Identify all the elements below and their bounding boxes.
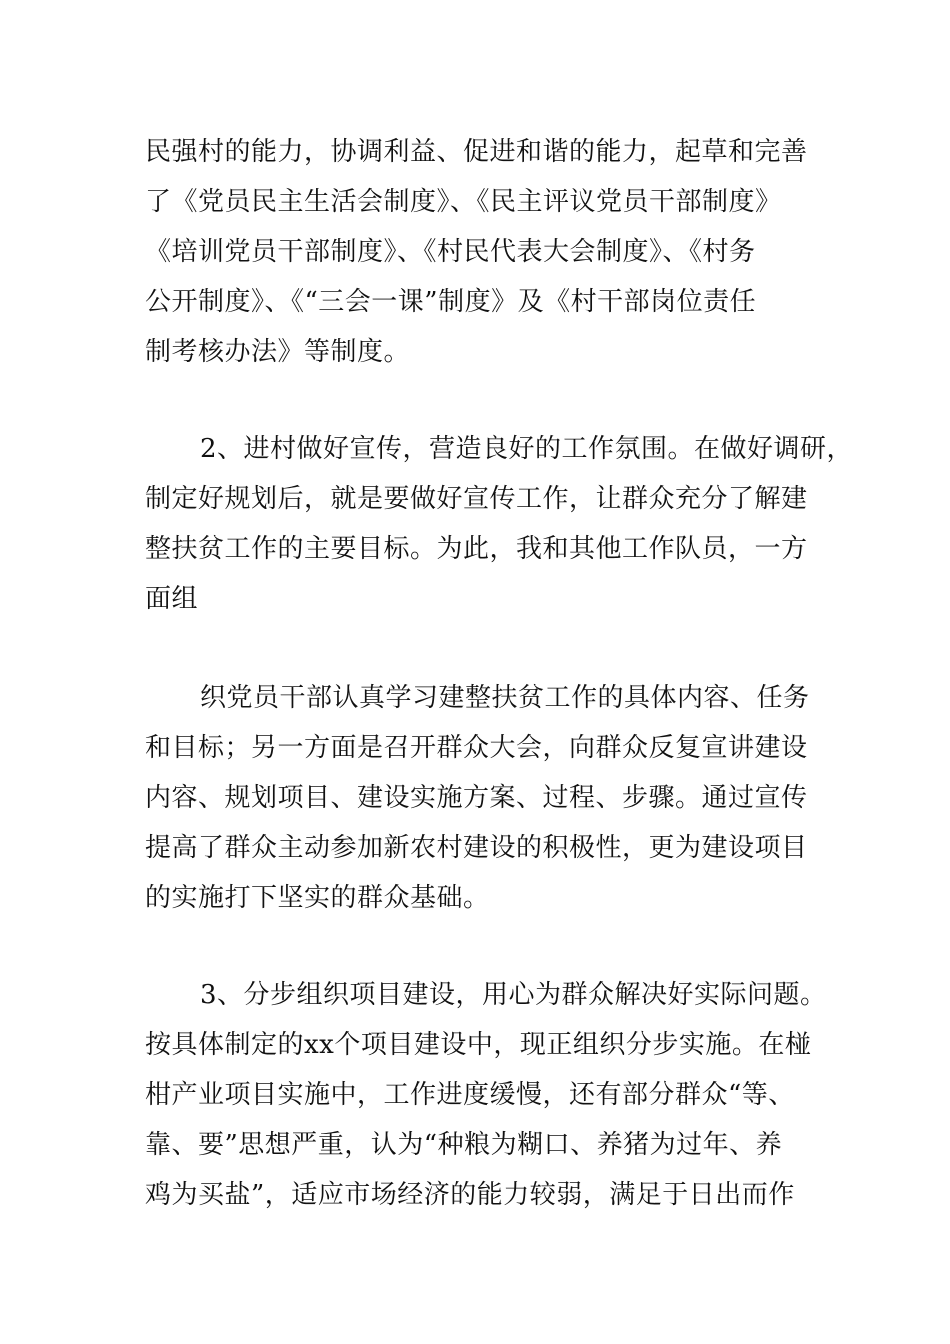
paragraph-4	[145, 970, 825, 1220]
text-line: 的实施打下坚实的群众基础。	[145, 883, 490, 913]
text-line: 公开制度》、《“三会一课”制度》及《村干部岗位责任	[145, 287, 757, 317]
text-line: 3、分步组织项目建设，用心为群众解决好实际问题。	[200, 980, 827, 1010]
paragraph-2	[145, 424, 854, 624]
text-line: 内容、规划项目、建设实施方案、过程、步骤。通过宣传	[145, 783, 808, 813]
text-line: 制定好规划后，就是要做好宣传工作，让群众充分了解建	[145, 484, 808, 514]
text-line: 2、进村做好宣传，营造良好的工作氛围。在做好调研，	[200, 434, 854, 464]
text-line: 整扶贫工作的主要目标。为此，我和其他工作队员，一方	[145, 534, 808, 564]
text-line: 《培训党员干部制度》、《村民代表大会制度》、《村务	[145, 237, 756, 267]
text-line: 制考核办法》等制度。	[145, 337, 411, 367]
text-line: 按具体制定的xx个项目建设中，现正组织分步实施。在椪	[145, 1030, 812, 1060]
text-line: 靠、要”思想严重，认为“种粮为糊口、养猪为过年、养	[145, 1130, 783, 1160]
text-line: 了《党员民主生活会制度》、《民主评议党员干部制度》	[145, 187, 782, 217]
text-line: 面组	[145, 584, 199, 614]
text-line: 鸡为买盐”，适应市场经济的能力较弱，满足于日出而作	[145, 1180, 795, 1210]
text-line: 民强村的能力，协调利益、促进和谐的能力，起草和完善	[145, 137, 808, 167]
text-line: 柑产业项目实施中，工作进度缓慢，还有部分群众“等、	[145, 1080, 795, 1110]
text-line: 织党员干部认真学习建整扶贫工作的具体内容、任务	[200, 683, 810, 713]
paragraph-3	[145, 673, 825, 923]
text-line: 提高了群众主动参加新农村建设的积极性，更为建设项目	[145, 833, 808, 863]
text-line: 和目标；另一方面是召开群众大会，向群众反复宣讲建设	[145, 733, 808, 763]
paragraph-1	[145, 127, 825, 377]
